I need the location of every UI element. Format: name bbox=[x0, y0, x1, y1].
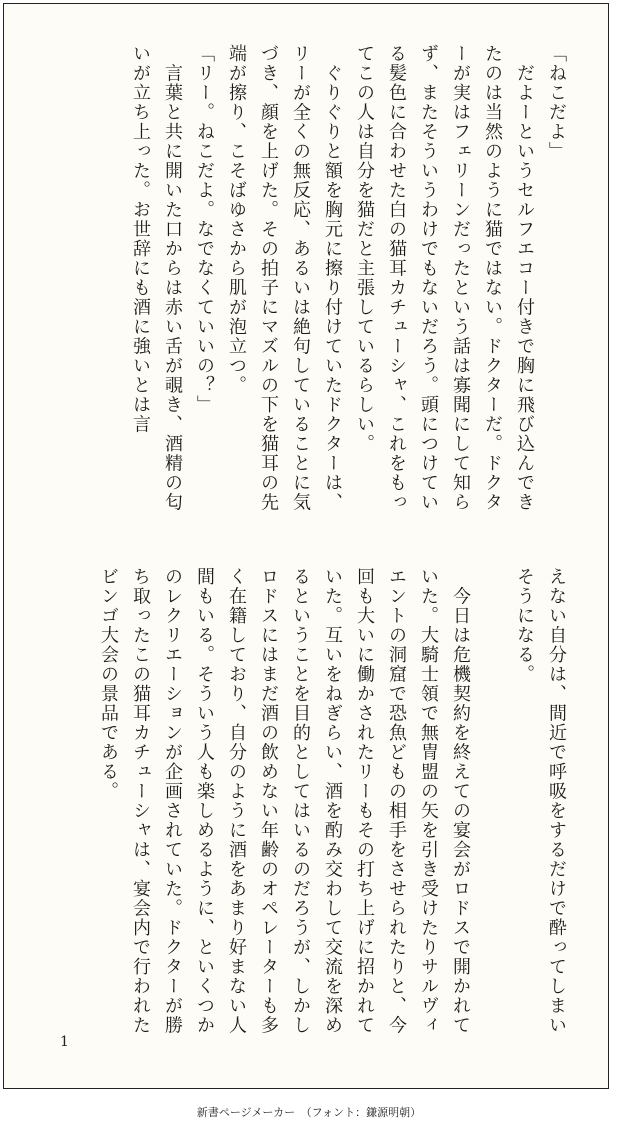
lower-text-block: えない自分は、間近で呼吸をするだけで酔ってしまい そうになる。 今日は危機契約を終えての宴会がロドスで開かれて いた。大騎士領で無冑盟の矢を引き受けたりサルヴィ エントの洞窟で恐魚どもの相手をさせられたりと、今 回も大いに働かされたリーもその打ち上げに招かれて いた。互いをねぎらい、酒を酌み交わして交流を深め るということを目的としてはいるのだろうが、しかし ロドスにはまだ酒の飲めない年齢のオペレーターも多 く在籍しており、自分のように酒をあまり好まない人 間もいる。そういう人も楽しめるように、といくつか のレクリエーションが企画されていた。ドクターが勝 ち取ったこの猫耳カチューシャは、宴会内で行われた ビンゴ大会の景品である。 bbox=[98, 567, 567, 1035]
novel-page bbox=[3, 3, 609, 1089]
footer-credit: 新書ページメーカー （フォント：鎌源明朝） bbox=[196, 1106, 422, 1119]
upper-text-block: 「ねこだよ」 だよーというセルフエコー付きで胸に飛び込んでき たのは当然のように猫ではない。ドクターだ。ドクタ ーが実はフェリーンだったという話は寡聞にして知ら ず、またそういうわけでもないだろう。頭につけてい る髪色に合わせた白の猫耳カチューシャ、これをもっ てこの人は自分を猫だと主張しているらしい。 ぐりぐりと額を胸元に擦り付けていたドクターは、 リーが全くの無反応、あるいは絶句していることに気 づき、顔を上げた。その拍子にマズルの下を猫耳の先 端が擦り、こそばゆさから肌が泡立つ。 「リー。ねこだよ。なでなくていいの？」 言葉と共に開いた口からは赤い舌が覗き、酒精の匂 いが立ち上った。お世辞にも酒に強いとは言 bbox=[130, 44, 567, 512]
page-number: 1 bbox=[60, 1034, 69, 1050]
